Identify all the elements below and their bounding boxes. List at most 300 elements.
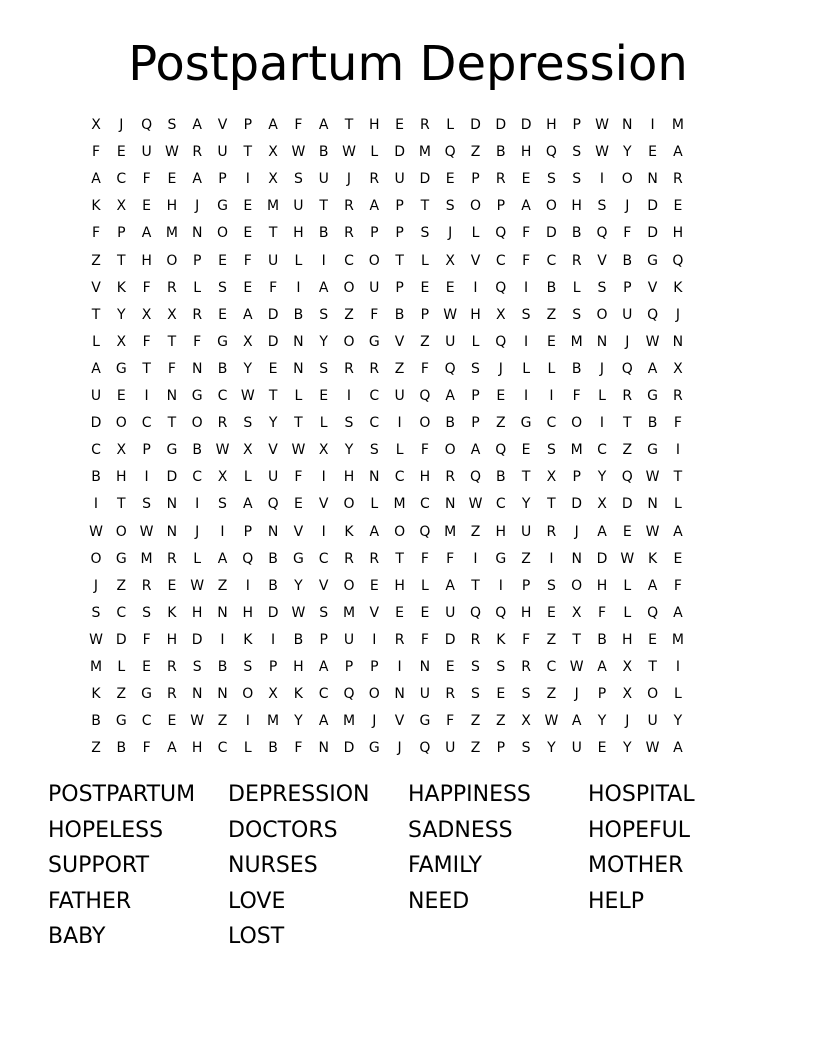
grid-letter: I xyxy=(271,631,276,648)
grid-letter: C xyxy=(217,388,228,404)
grid-letter: A xyxy=(673,604,683,621)
grid-letter: P xyxy=(395,198,404,215)
grid-letter: K xyxy=(673,279,683,296)
grid-letter: Z xyxy=(394,360,405,377)
grid-letter: R xyxy=(344,225,354,242)
grid-letter: B xyxy=(293,306,304,323)
grid-letter: W xyxy=(620,550,635,567)
grid-letter: V xyxy=(394,713,405,730)
word-list-item: SADNESS xyxy=(408,817,513,843)
grid-letter: G xyxy=(166,442,178,459)
grid-letter: L xyxy=(673,686,682,703)
grid-letter: Z xyxy=(470,523,481,540)
grid-letter: W xyxy=(342,144,356,161)
grid-letter: A xyxy=(217,550,228,567)
grid-letter: H xyxy=(596,577,608,594)
grid-letter: R xyxy=(420,117,430,133)
grid-letter: E xyxy=(243,279,253,296)
grid-letter: S xyxy=(597,198,607,215)
grid-letter: N xyxy=(293,360,304,377)
grid-letter: U xyxy=(622,306,633,323)
grid-letter: W xyxy=(468,496,483,513)
grid-letter: T xyxy=(167,333,177,350)
grid-letter: I xyxy=(473,550,478,567)
grid-letter: E xyxy=(546,333,556,350)
grid-letter: H xyxy=(293,225,304,242)
word-list-item: HELP xyxy=(588,888,644,914)
word-list-item: MOTHER xyxy=(588,853,684,879)
grid-letter: F xyxy=(446,550,455,567)
grid-letter: S xyxy=(546,577,556,594)
grid-letter: W xyxy=(645,523,660,540)
grid-letter: D xyxy=(419,171,431,188)
grid-letter: O xyxy=(621,171,633,188)
grid-letter: I xyxy=(346,388,352,404)
word-list-item: SUPPORT xyxy=(48,853,150,879)
grid-letter: J xyxy=(625,333,630,350)
grid-letter: T xyxy=(294,415,303,432)
grid-letter: I xyxy=(245,713,250,730)
grid-letter: Q xyxy=(672,252,684,269)
grid-letter: S xyxy=(243,415,253,432)
grid-letter: J xyxy=(397,740,402,757)
grid-letter: U xyxy=(419,686,431,703)
grid-letter: D xyxy=(596,550,608,567)
grid-letter: Y xyxy=(623,740,632,757)
grid-letter: B xyxy=(217,659,228,675)
grid-letter: O xyxy=(368,252,380,269)
grid-letter: S xyxy=(445,198,455,215)
grid-letter: Z xyxy=(470,713,481,730)
grid-letter: E xyxy=(395,604,405,621)
grid-letter: M xyxy=(342,713,356,730)
grid-letter: A xyxy=(445,388,455,404)
grid-letter: J xyxy=(448,225,453,242)
grid-letter: D xyxy=(394,144,405,161)
grid-letter: Q xyxy=(621,360,633,377)
grid-letter: K xyxy=(243,631,253,648)
grid-letter: Y xyxy=(597,713,607,730)
grid-letter: L xyxy=(193,279,202,296)
grid-letter: R xyxy=(445,469,456,486)
grid-letter: A xyxy=(597,659,607,675)
grid-letter: T xyxy=(117,252,126,269)
grid-letter: S xyxy=(344,415,354,432)
grid-letter: A xyxy=(445,577,455,594)
grid-letter: Y xyxy=(597,469,607,486)
grid-letter: H xyxy=(343,469,355,486)
grid-letter: L xyxy=(471,225,480,242)
grid-letter: X xyxy=(445,252,455,269)
grid-letter: Q xyxy=(419,523,431,540)
grid-letter: R xyxy=(167,550,177,567)
grid-letter: U xyxy=(394,388,405,404)
grid-letter: M xyxy=(570,442,583,459)
grid-letter: Y xyxy=(294,577,303,594)
grid-letter: I xyxy=(296,279,301,296)
grid-letter: Y xyxy=(319,333,328,350)
grid-letter: I xyxy=(650,117,655,133)
grid-letter: E xyxy=(521,171,531,188)
grid-letter: N xyxy=(444,496,456,513)
grid-letter: N xyxy=(217,604,228,621)
grid-letter: H xyxy=(520,144,532,161)
grid-letter: M xyxy=(140,550,153,567)
grid-letter: W xyxy=(544,713,559,730)
grid-letter: Z xyxy=(496,415,506,432)
grid-letter: E xyxy=(395,117,405,133)
grid-letter: M xyxy=(342,604,356,621)
grid-letter: M xyxy=(671,631,684,648)
grid-letter: V xyxy=(647,279,658,296)
grid-letter: X xyxy=(571,604,582,621)
grid-letter: E xyxy=(116,388,126,404)
grid-letter: I xyxy=(220,631,225,648)
grid-letter: X xyxy=(268,171,278,188)
grid-letter: I xyxy=(675,442,680,459)
grid-letter: S xyxy=(293,171,303,188)
grid-letter: T xyxy=(395,550,404,567)
grid-letter: A xyxy=(192,171,202,188)
grid-letter: C xyxy=(344,252,354,269)
grid-letter: L xyxy=(673,496,682,513)
grid-letter: O xyxy=(216,225,229,242)
grid-letter: D xyxy=(343,740,355,757)
grid-letter: C xyxy=(91,442,101,459)
grid-letter: H xyxy=(166,631,178,648)
grid-letter: H xyxy=(191,604,203,621)
grid-letter: A xyxy=(673,740,683,757)
grid-letter: A xyxy=(167,740,177,757)
grid-letter: P xyxy=(572,117,581,133)
grid-letter: V xyxy=(470,252,481,269)
grid-letter: F xyxy=(91,225,101,242)
grid-letter: F xyxy=(294,740,303,757)
grid-letter: J xyxy=(498,360,503,377)
grid-letter: P xyxy=(243,523,253,540)
word-list-item: FATHER xyxy=(48,888,132,914)
grid-letter: O xyxy=(571,577,583,594)
grid-letter: R xyxy=(192,306,203,323)
word-list-item: LOST xyxy=(228,924,285,950)
grid-letter: E xyxy=(142,659,152,675)
grid-letter: S xyxy=(521,686,531,703)
grid-letter: W xyxy=(215,442,230,459)
grid-letter: D xyxy=(495,117,507,133)
grid-letter: L xyxy=(117,659,126,675)
grid-letter: W xyxy=(645,333,660,350)
grid-letter: A xyxy=(673,144,683,161)
grid-letter: W xyxy=(645,469,660,486)
grid-letter: C xyxy=(597,442,607,459)
grid-letter: D xyxy=(267,604,279,621)
grid-letter: H xyxy=(166,198,178,215)
grid-letter: I xyxy=(524,333,529,350)
grid-letter: S xyxy=(471,686,480,703)
grid-letter: F xyxy=(294,469,303,486)
grid-letter: H xyxy=(622,631,633,648)
grid-letter: L xyxy=(193,550,202,567)
grid-letter: X xyxy=(243,333,253,350)
grid-letter: I xyxy=(321,469,326,486)
grid-letter: A xyxy=(192,117,202,133)
grid-letter: E xyxy=(420,279,430,296)
grid-letter: Q xyxy=(545,144,557,161)
grid-letter: F xyxy=(91,144,101,161)
grid-letter: F xyxy=(142,171,151,188)
grid-letter: S xyxy=(420,225,430,242)
grid-letter: E xyxy=(167,577,177,594)
grid-letter: E xyxy=(546,604,556,621)
grid-letter: P xyxy=(471,415,480,432)
grid-letter: T xyxy=(395,252,404,269)
grid-letter: E xyxy=(445,171,455,188)
grid-letter: E xyxy=(496,686,506,703)
grid-letter: F xyxy=(420,442,429,459)
word-list-item: FAMILY xyxy=(408,853,482,879)
grid-letter: G xyxy=(520,415,532,432)
grid-letter: X xyxy=(521,713,531,730)
grid-letter: X xyxy=(622,686,633,703)
grid-letter: Z xyxy=(546,686,557,703)
grid-letter: N xyxy=(571,550,582,567)
grid-letter: W xyxy=(89,631,103,648)
grid-letter: F xyxy=(673,415,682,432)
grid-letter: N xyxy=(191,360,203,377)
grid-letter: R xyxy=(217,415,228,432)
grid-letter: T xyxy=(344,117,354,133)
grid-letter: R xyxy=(394,631,405,648)
grid-letter: U xyxy=(141,144,152,161)
grid-letter: O xyxy=(115,415,127,432)
grid-letter: B xyxy=(647,415,658,432)
grid-letter: P xyxy=(420,306,430,323)
grid-letter: H xyxy=(546,117,557,133)
grid-letter: P xyxy=(243,117,253,133)
grid-letter: O xyxy=(647,686,659,703)
grid-letter: P xyxy=(344,659,354,675)
grid-letter: Z xyxy=(496,713,506,730)
grid-letter: K xyxy=(167,604,177,621)
grid-letter: C xyxy=(141,415,152,432)
grid-letter: U xyxy=(571,740,582,757)
grid-letter: U xyxy=(445,740,456,757)
grid-letter: C xyxy=(495,496,506,513)
grid-letter: X xyxy=(318,442,329,459)
grid-letter: A xyxy=(91,171,101,188)
grid-letter: A xyxy=(647,360,658,377)
grid-letter: K xyxy=(91,686,101,703)
grid-letter: A xyxy=(91,360,101,377)
grid-letter: J xyxy=(346,171,352,188)
grid-letter: G xyxy=(115,360,127,377)
grid-letter: J xyxy=(93,577,99,594)
grid-letter: J xyxy=(372,713,377,730)
grid-letter: R xyxy=(344,550,354,567)
grid-letter: S xyxy=(218,279,227,296)
grid-letter: D xyxy=(647,198,658,215)
grid-letter: Y xyxy=(521,496,531,513)
grid-letter: I xyxy=(473,279,478,296)
grid-letter: Z xyxy=(116,686,127,703)
grid-letter: Q xyxy=(469,604,482,621)
grid-letter: P xyxy=(395,279,404,296)
grid-letter: I xyxy=(599,415,605,432)
grid-letter: F xyxy=(269,279,278,296)
grid-letter: T xyxy=(142,360,151,377)
grid-letter: S xyxy=(369,442,379,459)
grid-letter: E xyxy=(597,740,607,757)
grid-letter: B xyxy=(91,713,101,730)
grid-letter: S xyxy=(572,144,582,161)
grid-letter: Z xyxy=(420,333,430,350)
grid-letter: S xyxy=(142,604,152,621)
grid-letter: F xyxy=(522,225,531,242)
grid-letter: E xyxy=(116,144,126,161)
grid-letter: B xyxy=(622,252,633,269)
grid-letter: P xyxy=(370,225,379,242)
grid-letter: H xyxy=(369,117,380,133)
grid-letter: P xyxy=(117,225,126,242)
grid-letter: E xyxy=(243,225,253,242)
grid-letter: E xyxy=(496,388,506,404)
grid-letter: L xyxy=(420,252,429,269)
grid-letter: S xyxy=(471,360,480,377)
grid-letter: A xyxy=(318,659,329,675)
grid-letter: M xyxy=(418,144,431,161)
grid-letter: A xyxy=(243,306,253,323)
grid-letter: A xyxy=(369,523,380,540)
grid-letter: Q xyxy=(621,469,633,486)
grid-letter: F xyxy=(446,713,455,730)
grid-letter: L xyxy=(446,117,455,133)
grid-letter: C xyxy=(318,686,329,703)
grid-letter: I xyxy=(599,171,605,188)
grid-letter: N xyxy=(647,171,658,188)
grid-letter: W xyxy=(240,388,255,404)
grid-letter: A xyxy=(318,117,329,133)
grid-letter: W xyxy=(89,523,103,540)
word-list-item: DEPRESSION xyxy=(228,782,370,807)
grid-letter: Q xyxy=(495,442,507,459)
grid-letter: U xyxy=(445,333,456,350)
grid-letter: G xyxy=(217,333,228,350)
grid-letter: G xyxy=(368,740,380,757)
grid-letter: Y xyxy=(623,144,632,161)
grid-letter: T xyxy=(521,469,531,486)
grid-letter: R xyxy=(495,171,506,188)
grid-letter: H xyxy=(520,604,532,621)
grid-letter: N xyxy=(191,225,203,242)
grid-letter: D xyxy=(621,496,633,513)
grid-letter: G xyxy=(115,713,127,730)
grid-letter: N xyxy=(191,686,203,703)
grid-letter: A xyxy=(318,279,329,296)
grid-letter: D xyxy=(647,225,658,242)
grid-letter: X xyxy=(268,144,278,161)
grid-letter: M xyxy=(267,713,280,730)
grid-letter: P xyxy=(218,171,227,188)
grid-letter: O xyxy=(343,496,355,513)
grid-letter: L xyxy=(420,577,429,594)
grid-letter: C xyxy=(394,469,405,486)
grid-letter: R xyxy=(369,360,380,377)
grid-letter: P xyxy=(496,198,506,215)
grid-letter: O xyxy=(444,442,456,459)
grid-letter: L xyxy=(92,333,100,350)
grid-letter: Q xyxy=(267,496,279,513)
grid-letter: I xyxy=(93,496,99,513)
grid-letter: K xyxy=(116,279,126,296)
grid-letter: H xyxy=(495,523,507,540)
grid-letter: F xyxy=(193,333,202,350)
grid-letter: H xyxy=(571,198,582,215)
grid-letter: R xyxy=(445,686,456,703)
grid-letter: T xyxy=(319,198,328,215)
grid-letter: T xyxy=(547,496,556,513)
grid-letter: L xyxy=(395,442,404,459)
grid-letter: R xyxy=(622,388,633,404)
grid-letter: N xyxy=(672,333,684,350)
grid-letter: R xyxy=(470,631,481,648)
grid-letter: A xyxy=(673,523,683,540)
grid-letter: T xyxy=(623,415,632,432)
grid-letter: S xyxy=(521,306,531,323)
grid-letter: F xyxy=(420,360,429,377)
grid-letter: A xyxy=(571,713,582,730)
grid-letter: G xyxy=(419,713,431,730)
grid-letter: E xyxy=(243,198,253,215)
grid-letter: B xyxy=(192,442,202,459)
grid-letter: G xyxy=(191,388,203,404)
grid-letter: E xyxy=(218,306,227,323)
grid-letter: W xyxy=(645,740,660,757)
grid-letter: N xyxy=(369,469,380,486)
grid-letter: H xyxy=(242,604,254,621)
grid-letter: G xyxy=(115,550,127,567)
grid-letter: U xyxy=(217,144,228,161)
grid-letter: R xyxy=(673,171,683,188)
grid-letter: F xyxy=(142,279,151,296)
grid-letter: S xyxy=(572,171,582,188)
grid-letter: I xyxy=(220,523,225,540)
grid-letter: L xyxy=(572,279,581,296)
grid-letter: P xyxy=(496,740,506,757)
grid-letter: B xyxy=(318,144,329,161)
grid-letter: D xyxy=(444,631,456,648)
grid-letter: X xyxy=(546,469,557,486)
grid-letter: F xyxy=(572,388,581,404)
grid-letter: B xyxy=(546,279,557,296)
grid-letter: F xyxy=(522,252,531,269)
grid-letter: I xyxy=(675,659,680,675)
grid-letter: Z xyxy=(470,144,481,161)
grid-letter: W xyxy=(595,144,609,161)
grid-letter: C xyxy=(116,604,127,621)
grid-letter: D xyxy=(546,225,557,242)
grid-letter: O xyxy=(115,523,127,540)
grid-letter: M xyxy=(267,198,280,215)
grid-letter: C xyxy=(217,740,228,757)
grid-letter: Q xyxy=(495,225,507,242)
grid-letter: P xyxy=(572,469,581,486)
grid-letter: R xyxy=(546,523,557,540)
grid-letter: L xyxy=(547,360,556,377)
grid-letter: X xyxy=(116,333,127,350)
grid-letter: X xyxy=(116,442,127,459)
grid-letter: V xyxy=(293,523,304,540)
grid-letter: Q xyxy=(444,144,456,161)
